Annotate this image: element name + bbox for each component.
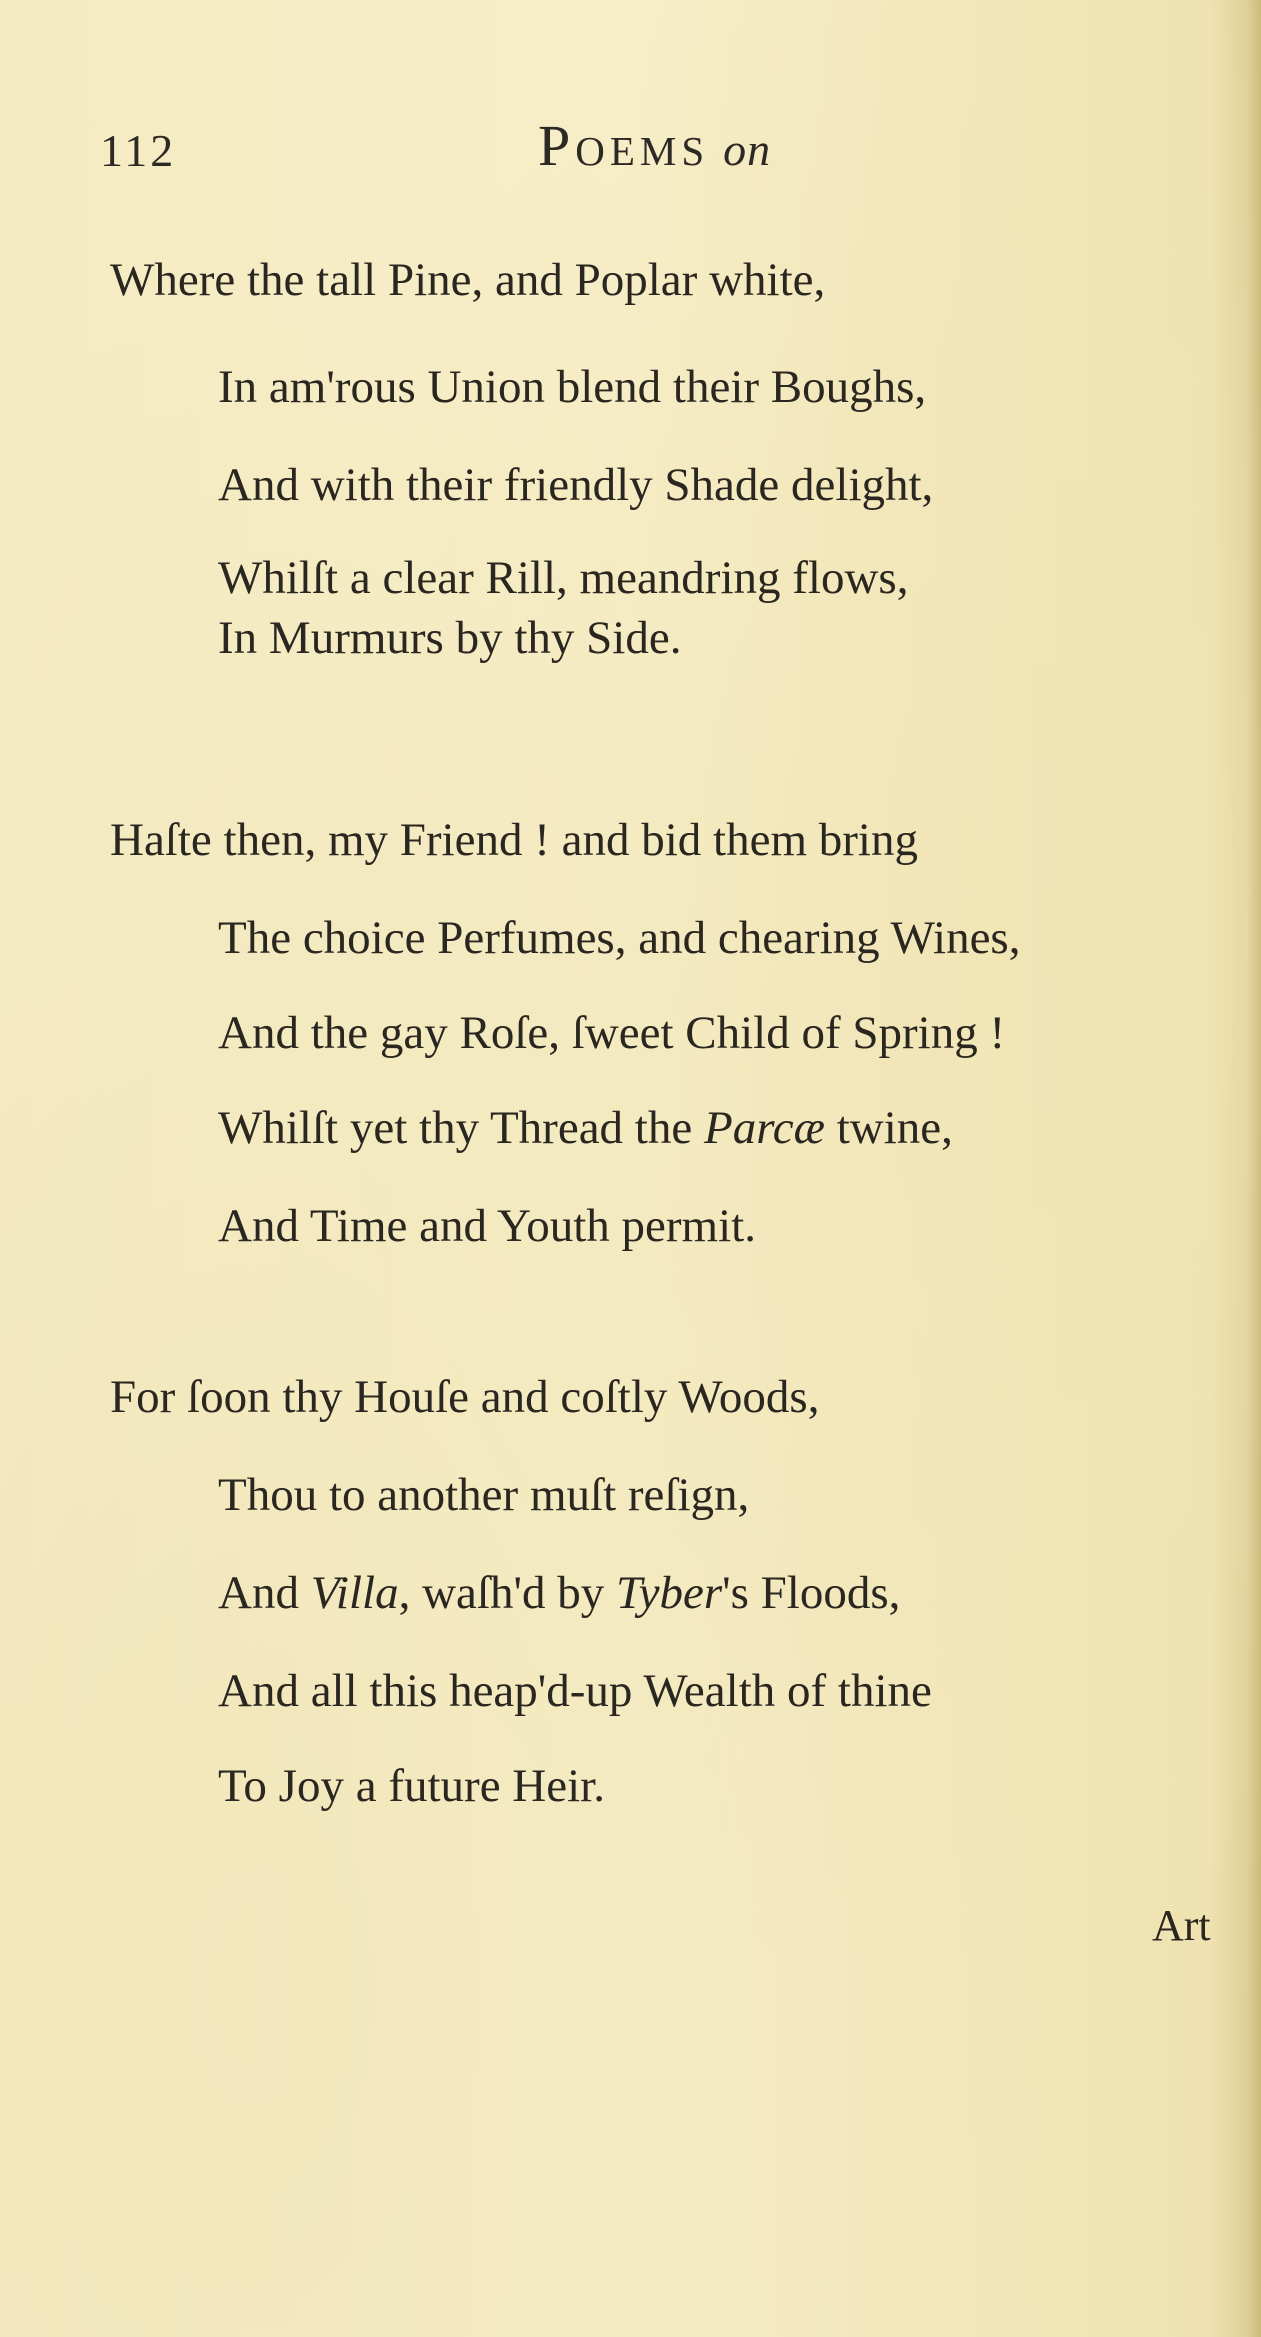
poem-line — [218, 1098, 953, 1158]
poem-line: To Joy a future Heir. — [218, 1760, 605, 1812]
running-head-title: Poems — [538, 113, 710, 178]
poem-line: The choice Perfumes, and chearing Wines, — [218, 912, 1021, 964]
poem-line-text: twine, — [824, 1102, 953, 1154]
page-number: 112 — [100, 125, 177, 176]
poem-line: And with their friendly Shade delight, — [218, 459, 934, 511]
catchword: Art — [1152, 1901, 1211, 1950]
poem-line — [218, 1563, 900, 1623]
poem-line-italic: Villa — [310, 1567, 399, 1619]
poem-line: For ſoon thy Houſe and coſtly Woods, — [110, 1371, 820, 1423]
poem-line-text: 's Floods, — [722, 1567, 901, 1619]
running-head-suffix: on — [723, 124, 772, 175]
poem-line: Where the tall Pine, and Poplar white, — [110, 254, 826, 306]
poem-line-italic: Parcæ — [703, 1102, 825, 1154]
poem-line: In am'rous Union blend their Boughs, — [218, 361, 927, 413]
poem-line: Thou to another muſt reſign, — [218, 1469, 750, 1521]
poem-line-text: Whilſt yet thy Thread the — [218, 1102, 704, 1154]
poem-line: Whilſt a clear Rill, meandring flows, — [218, 552, 909, 604]
poem-line: And the gay Roſe, ſweet Child of Spring ! — [218, 1007, 1006, 1059]
poem-line-text: And — [218, 1567, 311, 1619]
poem-line: Haſte then, my Friend ! and bid them bring — [110, 814, 918, 866]
poem-line-text: , waſh'd by — [398, 1567, 616, 1619]
poem-line: And Time and Youth permit. — [218, 1200, 756, 1252]
poem-line-italic: Tyber — [615, 1567, 723, 1619]
poem-line: And all this heap'd-up Wealth of thine — [218, 1665, 932, 1717]
poem-line: In Murmurs by thy Side. — [218, 612, 682, 664]
